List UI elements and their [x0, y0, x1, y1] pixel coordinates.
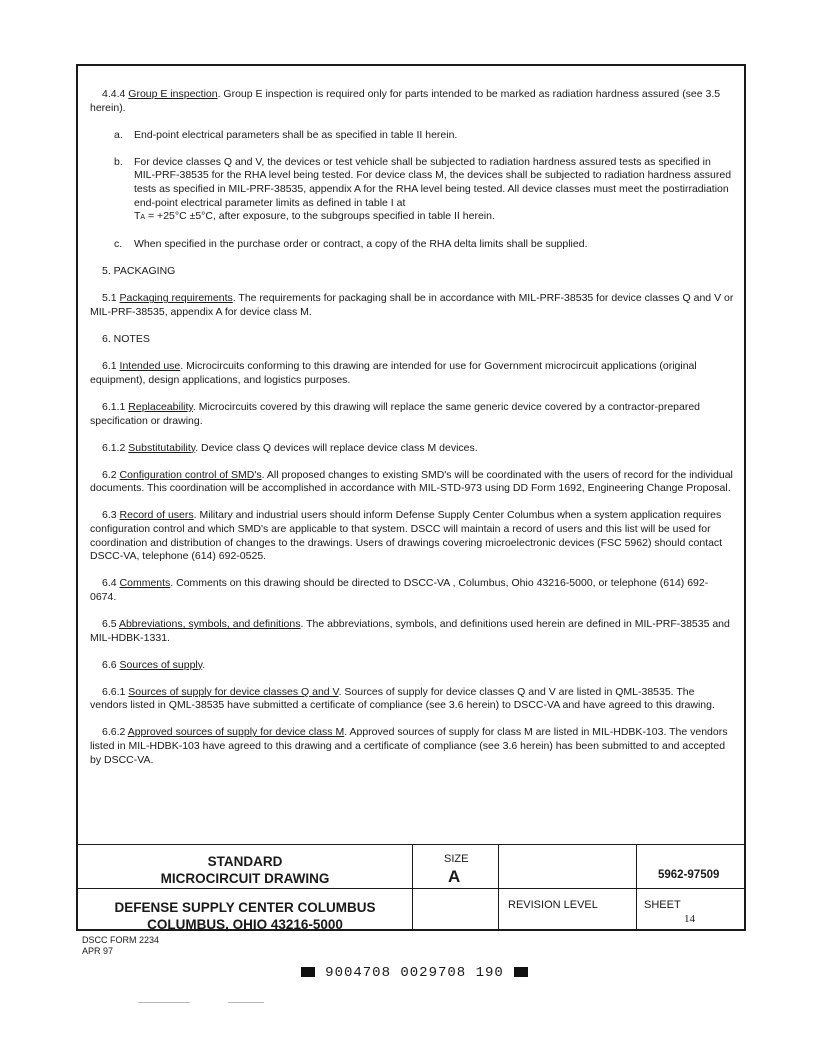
title-block-col-divider [498, 845, 499, 929]
barcode-block-left [301, 967, 315, 977]
heading-notes: 6. NOTES [102, 333, 150, 346]
paragraph-6-6: 6.6 Sources of supply. [102, 658, 206, 671]
paragraph-6-1-1: 6.1.1 Replaceability. Microcircuits covered by this drawing will replace the same generic device covered by a contractor-prepared specification or drawing. [90, 400, 701, 427]
revision-level-label: REVISION LEVEL [508, 899, 598, 911]
subparagraph-c: c. When specified in the purchase order or contract, a copy of the RHA delta limits shall be supplied. [114, 238, 588, 251]
barcode-line: 9004708 0029708 190 [0, 965, 829, 981]
form-identifier: DSCC FORM 2234 APR 97 [82, 935, 160, 956]
sheet-number: 14 [684, 913, 695, 925]
sheet-label: SHEET [644, 899, 681, 911]
heading-packaging: 5. PACKAGING [102, 265, 176, 278]
paragraph-4-4-4: 4.4.4 Group E inspection. Group E inspection is required only for parts intended to be marked as radiation hardness assured (see 3.5 herein). [90, 88, 721, 114]
paragraph-6-1: 6.1 Intended use. Microcircuits conforming to this drawing are intended for use for Government microcircuit applications (original equipment), design applications, and logistics purposes. [90, 360, 697, 386]
paragraph-6-5: 6.5 Abbreviations, symbols, and definitions. The abbreviations, symbols, and definitions used herein are defined in MIL-PRF-38535 and MIL-HDBK-1331. [90, 617, 730, 644]
paragraph-6-4: 6.4 Comments. Comments on this drawing should be directed to DSCC-VA , Columbus, Ohio 43216-5000, or telephone (614) 692-0674. [90, 577, 709, 603]
paragraph-6-1-2: 6.1.2 Substitutability. Device class Q devices will replace device class M devices. [102, 441, 478, 454]
barcode-block-right [514, 967, 528, 977]
subparagraph-a: a. End-point electrical parameters shall be as specified in table II herein. [114, 128, 458, 141]
paragraph-6-3: 6.3 Record of users. Military and industrial users should inform Defense Supply Center Columbus when a system application requires configuration control and which SMD's are applicable to that system. DSCC will maintain a record of users and this list will be used for coordination and distribution of changes to the drawings. Users of drawings covering microelectronic devices (FSC 5962) should contact DSCC-VA, telephone (614) 692-0525. [90, 509, 723, 563]
size-label: SIZE [444, 853, 469, 865]
title-block [78, 844, 744, 932]
title-block-col-divider [636, 845, 637, 929]
drawing-frame [76, 64, 746, 931]
title-block-row-divider [78, 888, 744, 889]
document-body [90, 88, 734, 781]
paragraph-6-2: 6.2 Configuration control of SMD's. All proposed changes to existing SMD's will be coordinated with the users of record for the individual documents. This coordination will be accomplished in accordance with MIL-STD-973 using DD Form 1692, Engineering Change Proposal. [90, 468, 733, 495]
scan-mark [228, 1002, 264, 1003]
paragraph-6-6-2: 6.6.2 Approved sources of supply for device class M. Approved sources of supply for class M are listed in MIL-HDBK-103. The vendors listed in MIL-HDBK-103 have agreed to this drawing and a certificate of compliance (see 3.6 herein) has been submitted to and accepted by DSCC-VA. [90, 726, 728, 766]
paragraph-6-6-1: 6.6.1 Sources of supply for device classes Q and V. Sources of supply for device classes Q and V are listed in QML-38535. The vendors listed in QML-38535 have submitted a certificate of compliance (see 3.6 herein) to DSCC-VA and have agreed to this drawing. [90, 685, 715, 712]
dscc-address: DEFENSE SUPPLY CENTER COLUMBUS COLUMBUS, OHIO 43216-5000 [114, 900, 376, 932]
drawing-number: 5962-97509 [658, 869, 720, 881]
title-block-col-divider [412, 845, 413, 929]
subparagraph-b: b. For device classes Q and V, the devices or test vehicle shall be subjected to radiation hardness assured tests as specified in MIL-PRF-38535 for the RHA level being tested. For device class M, the devices shall be subjected to radiation hardness assured tests as specified in MIL-PRF-38535, appendix A for the RHA level being tested. All device classes must meet the postirradiation end-point electrical parameter limits as defined in table I at TA = +25°C ±5°C, after exposure, to the subgroups specified in table II herein. [114, 155, 732, 223]
heading-group-e: Group E inspection [128, 88, 218, 100]
paragraph-5-1: 5.1 Packaging requirements. The requirements for packaging shall be in accordance with MIL-PRF-38535 for device classes Q and V or MIL-PRF-38535, appendix A for device class M. [90, 292, 734, 319]
size-value: A [448, 867, 461, 886]
standard-title: STANDARD MICROCIRCUIT DRAWING [160, 854, 330, 886]
scan-mark [138, 1002, 190, 1003]
